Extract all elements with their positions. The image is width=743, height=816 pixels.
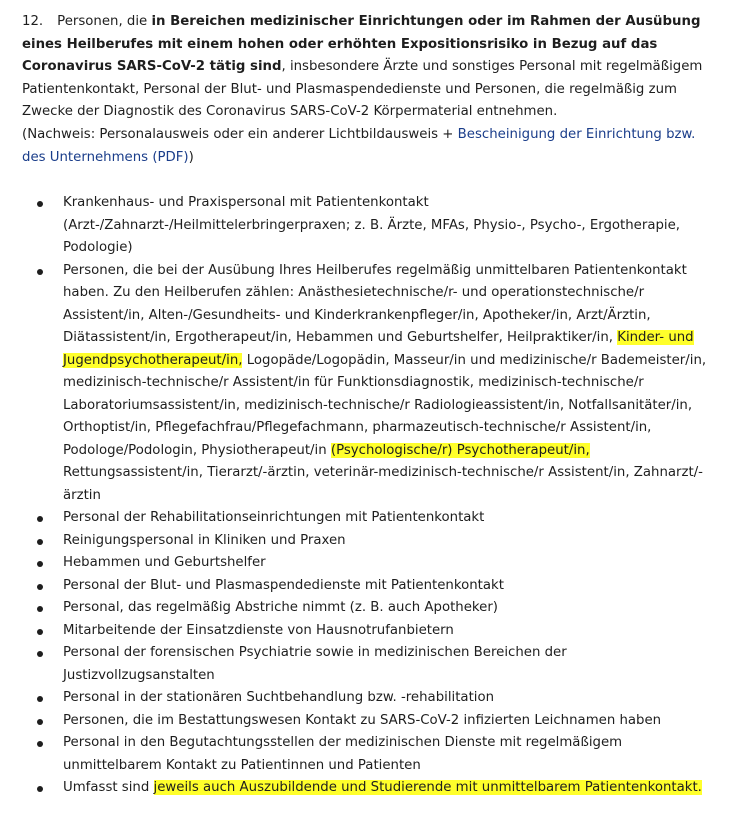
bullet-icon [37, 584, 43, 590]
bullet-icon [37, 539, 43, 545]
list-item [0, 620, 720, 643]
list-item [0, 192, 720, 260]
intro-text-start: Personen, die [57, 14, 152, 29]
list-item-text: Reinigungspersonal in Kliniken und Praxen [63, 532, 346, 548]
list-item [0, 710, 720, 733]
certificate-pdf-link[interactable]: Bescheinigung der Einrichtung bzw. des Unternehmens (PDF) [22, 126, 696, 165]
list-item-text: Personal der forensischen Psychiatrie sowie in medizinischen Bereichen der Justizvollzugsanstalten [63, 645, 567, 683]
bullet-icon [37, 786, 43, 792]
list-item [0, 575, 720, 598]
list-item-text: Personal, das regelmäßig Abstriche nimmt (z. B. auch Apotheker) [63, 600, 498, 615]
list-item-text: Personal der Blut- und Plasmaspendedienste mit Patientenkontakt [63, 577, 504, 593]
list-item-text: Hebammen und Geburtshelfer [63, 555, 266, 570]
list-item [0, 732, 720, 777]
list-item-text: Personen, die im Bestattungswesen Kontakt zu SARS-CoV-2 infizierten Leichnamen haben [63, 712, 662, 728]
bullet-icon [37, 269, 43, 275]
bullet-icon [37, 741, 43, 747]
list-item-text: Personen, die bei der Ausübung Ihres Heilberufes regelmäßig unmittelbaren Patientenkontakt haben. Zu den Heilberufen zählen: Anästhesietechnische/r- und operationstechnische/r Assistent/in, Alten-/Gesundheits- und Kinderkrankenpfleger/in, Apotheker/in, Arzt/Ärztin, Diätassistent/in, Ergotherapeut/in, Hebammen und Geburtshelfer, Heilpraktiker/in, [63, 262, 687, 345]
intro-bold-text: in Bereichen medizinischer Einrichtungen oder im Rahmen der Ausübung eines Heilberufes mit einem hohen oder erhöhten Expositionsrisiko in Bezug auf das Coronavirus SARS-CoV-2 tätig sind [22, 14, 701, 75]
list-item [0, 260, 720, 508]
list-item-text: Logopäde/Logopädin, Masseur/in und medizinische/r Bademeister/in, medizinisch-technische/r Assistent/in für Funktionsdiagnostik, medizinisch-technische/r Laboratoriumsassistent/in, medizinisch-technische/r Radiologieassistent/in, Notfallsanitäter/in, Orthoptist/in, Pflegefachfrau/Pflegefachmann, pharmazeutisch-technische/r Assistent/in, Podologe/Podologin, Physiotherapeut/in [63, 352, 707, 458]
bullet-icon [37, 561, 43, 567]
bullet-icon [37, 651, 43, 657]
list-item-text: Mitarbeitende der Einsatzdienste von Hausnotrufanbietern [63, 622, 454, 638]
intro-paragraph [22, 11, 722, 169]
intro-text [22, 11, 722, 124]
list-item-text: Krankenhaus- und Praxispersonal mit Patientenkontakt (Arzt-/Zahnarzt-/Heilmittelerbringerpraxen; z. B. Ärzte, MFAs, Physio-, Psycho-, Ergotherapie, Podologie) [63, 195, 681, 255]
bullet-icon [37, 629, 43, 635]
eligibility-list [0, 192, 720, 800]
highlighted-text: jeweils auch Auszubildende und Studierende mit unmittelbarem Patientenkontakt. [153, 780, 702, 795]
highlighted-text: (Psychologische/r) Psychotherapeut/in, [330, 442, 590, 458]
bullet-icon [37, 516, 43, 522]
proof-suffix: ) [188, 149, 194, 165]
list-item [0, 597, 720, 620]
highlighted-text: Kinder- und Jugendpsychotherapeut/in, [63, 330, 694, 368]
bullet-icon [37, 696, 43, 702]
list-item-text: Personal in der stationären Suchtbehandlung bzw. -rehabilitation [63, 690, 495, 705]
list-item [0, 777, 720, 800]
list-item-text: Rettungsassistent/in, Tierarzt/-ärztin, veterinär-medizinisch-technische/r Assistent/in, Zahnarzt/-ärztin [63, 465, 703, 503]
bullet-icon [37, 719, 43, 725]
list-item [0, 507, 720, 530]
bullet-icon [37, 201, 43, 207]
list-item [0, 552, 720, 575]
item-number: 12. [22, 14, 44, 29]
bullet-icon [37, 606, 43, 612]
list-item [0, 642, 720, 687]
proof-prefix: (Nachweis: Personalausweis oder ein anderer Lichtbildausweis + [22, 126, 458, 142]
proof-note [22, 124, 722, 169]
list-item [0, 530, 720, 553]
intro-text-end: , insbesondere Ärzte und sonstiges Personal mit regelmäßigem Patientenkontakt, Personal der Blut- und Plasmaspendedienste und Personen, die regelmäßig zum Zwecke der Diagnostik des Coronavirus SARS-CoV-2 Körpermaterial entnehmen. [22, 59, 703, 120]
list-item-text: Umfasst sind [63, 780, 154, 795]
list-item-text: Personal in den Begutachtungsstellen der medizinischen Dienste mit regelmäßigem unmittelbarem Kontakt zu Patientinnen und Patienten [63, 735, 623, 773]
list-item-text: Personal der Rehabilitationseinrichtungen mit Patientenkontakt [63, 510, 485, 525]
list-item [0, 687, 720, 710]
